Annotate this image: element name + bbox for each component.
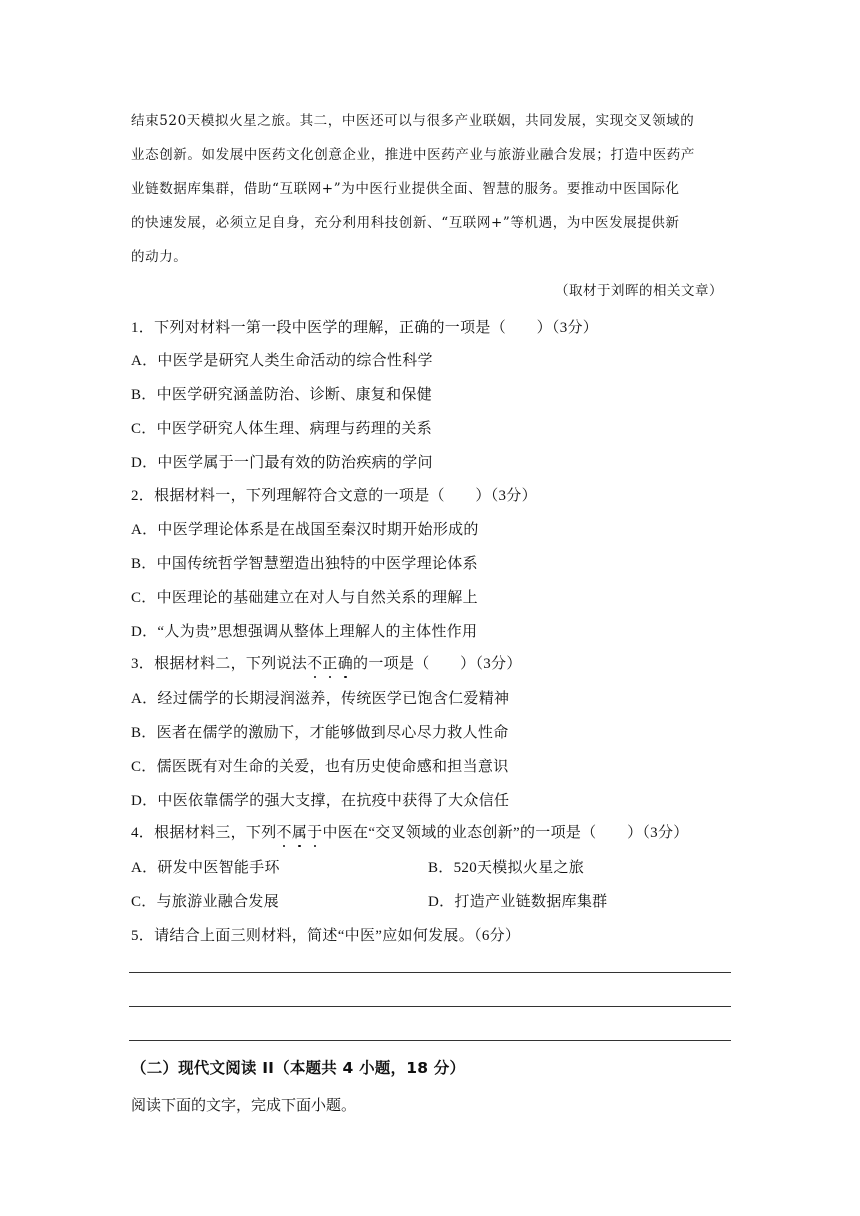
paragraph-line: 业态创新。如发展中医药文化创意企业，推进中医药产业与旅游业融合发展；打造中医药产	[131, 147, 695, 163]
question-2-option-d: D．“人为贵”思想强调从整体上理解人的主体性作用	[131, 624, 478, 640]
emphasis-char: 不	[276, 825, 292, 841]
question-1-option-a: A．中医学是研究人类生命活动的综合性科学	[131, 353, 433, 369]
paragraph-line: 的快速发展，必须立足自身，充分利用科技创新、“互联网+”等机遇，为中医发展提供新	[131, 215, 680, 231]
question-2-option-b: B．中国传统哲学智慧塑造出独特的中医学理论体系	[131, 556, 478, 572]
question-4-stem-start: 4．根据材料三，下列	[131, 825, 277, 841]
emphasis-char: 属	[291, 825, 308, 841]
question-2-stem: 2．根据材料一，下列理解符合文意的一项是（ ）（3分）	[131, 488, 537, 504]
question-2-option-a: A．中医学理论体系是在战国至秦汉时期开始形成的	[131, 522, 479, 538]
answer-line[interactable]	[129, 1040, 731, 1041]
question-4-option-d: D．打造产业链数据库集群	[428, 894, 608, 910]
source-citation: （取材于刘晖的相关文章）	[555, 283, 723, 299]
question-1-option-d: D．中医学属于一门最有效的防治疾病的学问	[131, 455, 433, 471]
emphasis-char: 正	[322, 656, 338, 672]
question-3-option-a: A．经过儒学的长期浸润滋养，传统医学已饱含仁爱精神	[131, 691, 510, 707]
paragraph-line: 业链数据库集群，借助“互联网+”为中医行业提供全面、智慧的服务。要推动中医国际化	[131, 181, 680, 197]
question-1-stem: 1．下列对材料一第一段中医学的理解，正确的一项是（ ）（3分）	[131, 320, 599, 336]
question-2-option-c: C．中医理论的基础建立在对人与自然关系的理解上	[131, 590, 478, 606]
answer-line[interactable]	[129, 972, 731, 973]
material-three-paragraph	[131, 104, 731, 274]
question-3-option-b: B．医者在儒学的激励下，才能够做到尽心尽力救人性命	[131, 725, 509, 741]
question-3-stem-start: 3．根据材料二，下列说法	[131, 656, 308, 672]
paragraph-line: 结束520天模拟火星之旅。其二，中医还可以与很多产业联姻，共同发展，实现交叉领域的	[131, 113, 695, 129]
question-4-option-a: A．研发中医智能手环	[131, 860, 280, 876]
question-3-stem	[131, 652, 522, 673]
question-3-option-c: C．儒医既有对生命的关爱，也有历史使命感和担当意识	[131, 759, 509, 775]
question-4-option-b: B．520天模拟火星之旅	[428, 860, 585, 876]
emphasis-char: 确	[337, 656, 354, 672]
question-5-stem: 5．请结合上面三则材料，简述“中医”应如何发展。（6分）	[131, 928, 521, 944]
paragraph-line: 的动力。	[131, 249, 188, 265]
section-instruction: 阅读下面的文字，完成下面小题。	[131, 1098, 357, 1114]
question-1-option-b: B．中医学研究涵盖防治、诊断、康复和保健	[131, 387, 433, 403]
question-3-stem-end: 的一项是（ ）（3分）	[353, 656, 522, 672]
question-4-stem	[131, 821, 689, 842]
answer-line[interactable]	[129, 1006, 731, 1007]
emphasis-char: 于	[307, 825, 323, 841]
question-1-option-c: C．中医学研究人体生理、病理与药理的关系	[131, 421, 433, 437]
emphasis-char: 不	[307, 656, 323, 672]
question-4-stem-end: 中医在“交叉领域的业态创新”的一项是（ ）（3分）	[322, 825, 689, 841]
section-heading: （二）现代文阅读 II（本题共 4 小题，18 分）	[131, 1059, 466, 1077]
question-3-option-d: D．中医依靠儒学的强大支撑，在抗疫中获得了大众信任	[131, 793, 510, 809]
question-4-option-c: C．与旅游业融合发展	[131, 894, 280, 910]
